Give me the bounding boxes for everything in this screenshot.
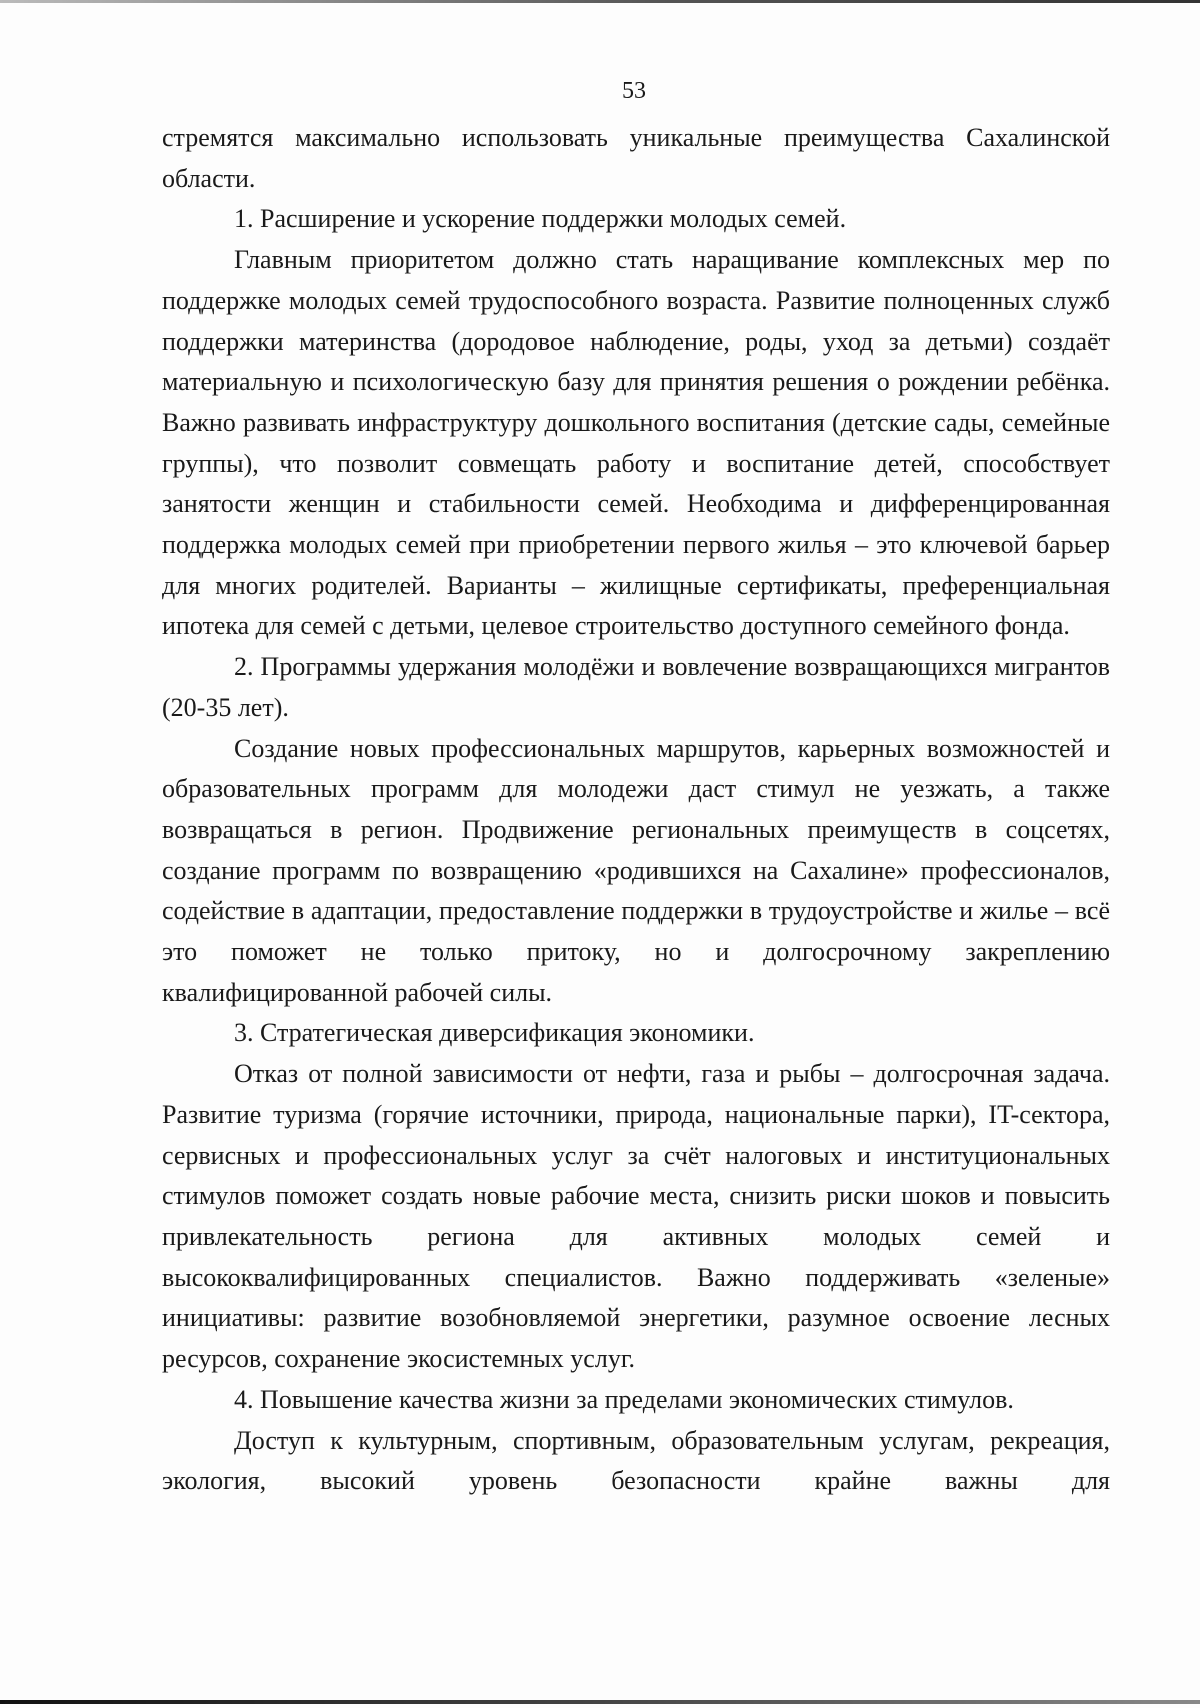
section-heading-4: 4. Повышение качества жизни за пределами экономических стимулов. xyxy=(234,1384,1014,1414)
page-number: 53 xyxy=(622,78,646,104)
paragraph-continuation: стремятся максимально использовать уникальные преимущества Сахалинской области. xyxy=(162,123,1110,193)
section-heading-3: 3. Стратегическая диверсификация экономики. xyxy=(234,1018,755,1048)
section-heading-1: 1. Расширение и ускорение поддержки молодых семей. xyxy=(234,204,847,234)
paragraph-diversification: Отказ от полной зависимости от нефти, газа и рыбы – долгосрочная задача. Развитие туризма (горячие источники, природа, национальные парки), IT-сектора, сервисных и профессиональных услуг за счёт налоговых и институциональных стимулов поможет создать новые рабочие места, снизить риски шоков и повысить привлекательность региона для активных молодых семей и высококвалифицированных специалистов. Важно поддерживать «зеленые» инициативы: развитие возобновляемой энергетики, разумное освоение лесных ресурсов, сохранение экосистемных услуг. xyxy=(162,1059,1110,1374)
paragraph-youth-retention: Создание новых профессиональных маршрутов, карьерных возможностей и образовательных программ для молодежи даст стимул не уезжать, а также возвращаться в регион. Продвижение региональных преимуществ в соцсетях, создание программ по возвращению «родившихся на Сахалине» профессионалов, содействие в адаптации, предоставление поддержки в трудоустройстве и жилье – всё это поможет не только притоку, но и долгосрочному закреплению квалифицированной рабочей силы. xyxy=(162,733,1110,1007)
paragraph-quality-of-life: Доступ к культурным, спортивным, образовательным услугам, рекреация, экология, высокий уровень безопасности крайне важны для xyxy=(162,1425,1110,1496)
section-heading-2: 2. Программы удержания молодёжи и вовлечение возвращающихся мигрантов (20-35 лет). xyxy=(162,652,1110,722)
scan-edge-bottom xyxy=(0,1700,1200,1704)
scan-edge-top xyxy=(0,0,1200,3)
paragraph-young-families: Главным приоритетом должно стать наращивание комплексных мер по поддержке молодых семей трудоспособного возраста. Развитие полноценных служб поддержки материнства (дородовое наблюдение, роды, уход за детьми) создаёт материальную и психологическую базу для принятия решения о рождении ребёнка. Важно развивать инфраструктуру дошкольного воспитания (детские сады, семейные группы), что позволит совмещать работу и воспитание детей, способствует занятости женщин и стабильности семей. Необходима и дифференцированная поддержка молодых семей при приобретении первого жилья – это ключевой барьер для многих родителей. Варианты – жилищные сертификаты, преференциальная ипотека для семей с детьми, целевое строительство доступного семейного фонда. xyxy=(162,245,1110,641)
body-text xyxy=(162,118,1110,1502)
